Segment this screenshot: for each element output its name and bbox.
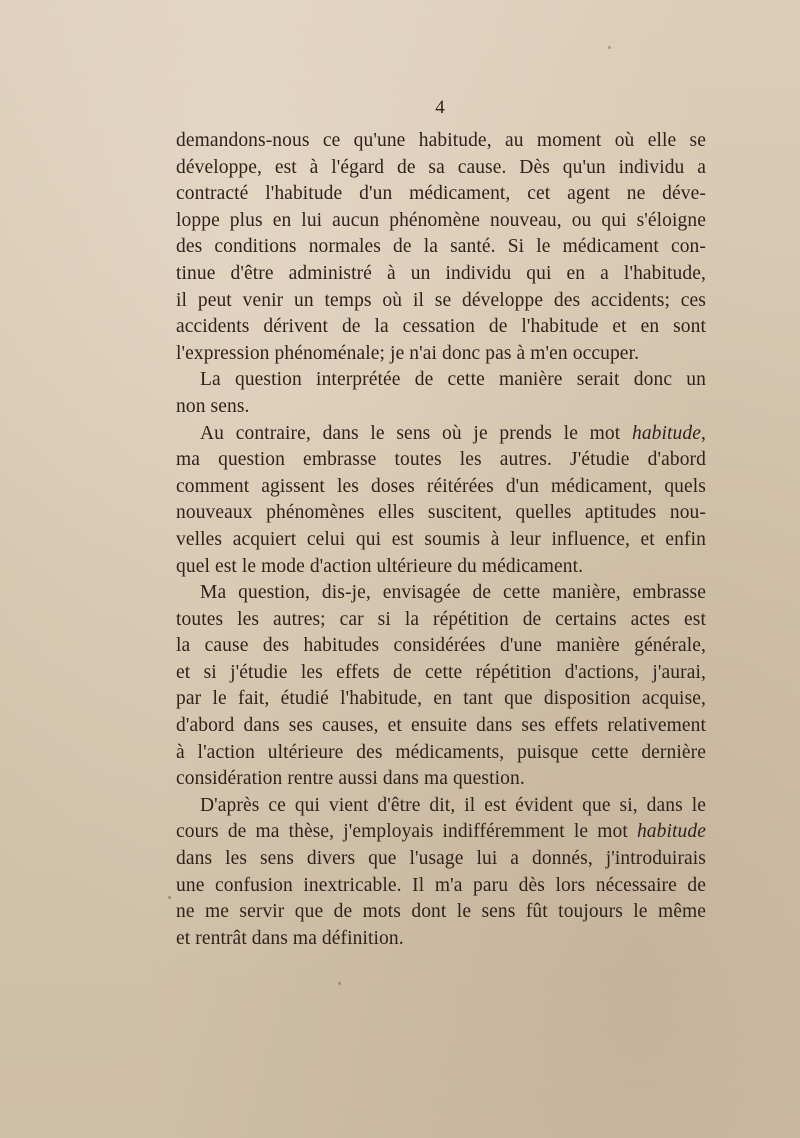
text-line: développe, est à l'égard de sa cause. Dès qu'un individu a <box>176 156 706 178</box>
text-line: demandons-nous ce qu'une habitude, au moment où elle se <box>176 130 706 151</box>
text-line: l'expression phénoménale; je n'ai donc pas à m'en occuper. <box>176 342 640 364</box>
text-line: à l'action ultérieure des médicaments, puisque cette dernière <box>176 741 706 763</box>
text-line: accidents dérivent de la cessation de l'habitude et en sont <box>176 316 706 338</box>
italic-word: habitude <box>636 821 706 843</box>
text-line: velles acquiert celui qui est soumis à leur influence, et enfin <box>176 528 706 550</box>
text-line: comment agissent les doses réitérées d'un médicament, quels <box>176 475 706 497</box>
paper-speck <box>168 896 171 899</box>
italic-word: habitude <box>631 422 702 444</box>
page-number: 4 <box>435 97 445 118</box>
paper-speck <box>608 46 611 49</box>
text-line: des conditions normales de la santé. Si le médicament con- <box>176 236 706 258</box>
text-line: ma question embrasse toutes les autres. J'étudie d'abord <box>176 449 706 471</box>
text-line: tinue d'être administré à un individu qui en a l'habitude, <box>176 262 706 284</box>
paragraph-first-line: Ma question, dis-je, envisagée de cette manière, embrasse <box>200 582 706 604</box>
text-line: il peut venir un temps où il se développe des accidents; ces <box>176 289 706 311</box>
text-line: et si j'étudie les effets de cette répétition d'actions, j'aurai, <box>176 661 706 683</box>
text-line: une confusion inextricable. Il m'a paru dès lors nécessaire de <box>176 874 706 896</box>
body-text <box>176 128 706 952</box>
text-line: quel est le mode d'action ultérieure du médicament. <box>176 555 584 577</box>
text-line: dans les sens divers que l'usage lui a donnés, j'introduirais <box>176 848 706 870</box>
text-line: contracté l'habitude d'un médicament, cet agent ne déve- <box>176 183 706 205</box>
paper-speck <box>338 982 341 985</box>
text-line: par le fait, étudié l'habitude, en tant que disposition acquise, <box>176 688 706 710</box>
text-line: nouveaux phénomènes elles suscitent, quelles aptitudes nou- <box>176 502 706 524</box>
text-line: la cause des habitudes considérées d'une manière générale, <box>176 635 706 657</box>
paragraph-first-line: La question interprétée de cette manière serait donc un <box>200 369 706 391</box>
paragraph-first-line: D'après ce qui vient d'être dit, il est évident que si, dans le <box>200 794 706 816</box>
text-line: ne me servir que de mots dont le sens fût toujours le même <box>176 901 706 923</box>
text-line: d'abord dans ses causes, et ensuite dans ses effets relativement <box>176 715 706 737</box>
text-line: et rentrât dans ma définition. <box>176 927 404 949</box>
text-line: loppe plus en lui aucun phénomène nouveau, ou qui s'éloigne <box>176 209 706 231</box>
text-line: toutes les autres; car si la répétition de certains actes est <box>176 608 706 630</box>
text-line: considération rentre aussi dans ma question. <box>176 768 525 790</box>
paragraph-first-line: Au contraire, dans le sens où je prends le mot habitude, <box>200 422 706 444</box>
text-line: non sens. <box>176 395 250 417</box>
text-line: cours de ma thèse, j'employais indifféremment le mot habitude <box>176 821 706 843</box>
